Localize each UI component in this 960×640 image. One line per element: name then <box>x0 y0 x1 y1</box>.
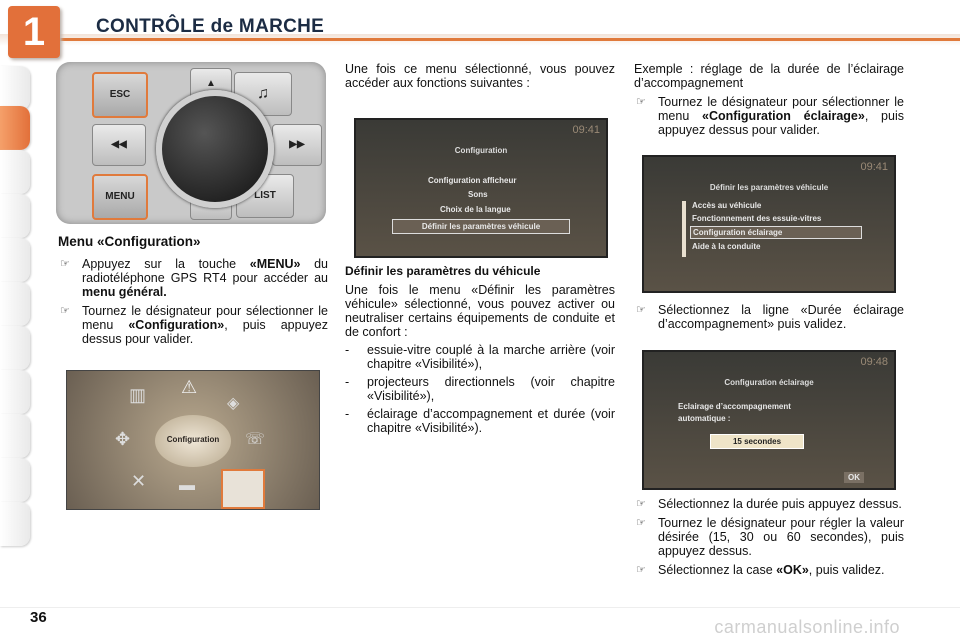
radio-control-panel-image <box>56 62 326 224</box>
side-tab-2[interactable] <box>0 150 30 194</box>
tools-icon: ✕ <box>131 471 147 491</box>
dash-item-3-text: éclairage d’accompagnement et durée (voir chapitre «Visibilité»). <box>367 407 615 435</box>
screen1-item-4-selected: Définir les paramètres véhicule <box>392 219 570 234</box>
c3-bullet-3 <box>634 497 904 511</box>
side-tab-5[interactable] <box>0 282 30 326</box>
c3-b1-bold: «Configuration éclairage» <box>702 109 865 123</box>
side-tab-0[interactable] <box>0 66 30 110</box>
previous-icon: ◀◀ <box>92 124 146 166</box>
configuration-screen-image <box>354 118 608 258</box>
menu-button: MENU <box>92 174 148 220</box>
pointing-hand-icon: ☞ <box>60 258 70 270</box>
screen2-item-3-selected: Configuration éclairage <box>690 226 862 239</box>
screen1-item-1: Configuration afficheur <box>428 176 517 185</box>
configuration-menu-image <box>66 370 320 510</box>
car-icon: ◈ <box>227 395 240 412</box>
c3-b3-text: Sélectionnez la durée puis appuyez dessus. <box>658 497 902 511</box>
c3-b4-text: Tournez le désignateur pour régler la valeur désirée (15, 30 ou 60 secondes), puis appuyez dessus. <box>658 516 904 558</box>
menu-configuration-heading: Menu «Configuration» <box>58 234 201 249</box>
music-icon: ♫ <box>234 72 292 116</box>
side-tab-6[interactable] <box>0 326 30 370</box>
compass-icon: ✥ <box>115 429 131 449</box>
c3-b2-text: Sélectionnez la ligne «Durée éclairage d’accompagnement» puis validez. <box>658 303 904 331</box>
dash-item-1: - essuie-vitre couplé à la marche arrière (voir chapitre «Visibilité»), <box>345 343 615 371</box>
b2-bold-config: «Configuration» <box>128 318 225 332</box>
screen2-item-2: Fonctionnement des essuie-vitres <box>692 214 822 223</box>
column-1 <box>58 234 328 346</box>
screen3-label-2: automatique : <box>678 414 731 423</box>
up-arrow-icon: ▲ <box>190 68 232 100</box>
c3-b1-text: Tournez le désignateur pour sélectionner le menu <box>658 95 904 123</box>
define-params-heading: Définir les paramètres du véhicule <box>345 264 541 278</box>
header-rule <box>60 38 960 41</box>
lighting-config-screen-image <box>642 350 896 490</box>
pointing-hand-icon: ☞ <box>636 304 646 316</box>
settings-icon <box>221 469 265 509</box>
pointing-hand-icon: ☞ <box>636 96 646 108</box>
c3-b1-post: , puis appuyez dessus pour valider. <box>658 109 904 137</box>
ok-box: OK <box>844 472 864 483</box>
dash-item-2: - projecteurs directionnels (voir chapitre «Visibilité»), <box>345 375 615 403</box>
dash-item-2-text: projecteurs directionnels (voir chapitre «Visibilité»), <box>367 375 615 403</box>
side-tab-active[interactable] <box>0 106 30 150</box>
dash-item-1-text: essuie-vitre couplé à la marche arrière (voir chapitre «Visibilité»), <box>367 343 615 371</box>
next-icon: ▶▶ <box>272 124 322 166</box>
c3-b5-text: Sélectionnez la case <box>658 563 777 577</box>
side-tab-4[interactable] <box>0 238 30 282</box>
pointing-hand-icon: ☞ <box>636 564 646 576</box>
pointing-hand-icon: ☞ <box>60 305 70 317</box>
column-2-body <box>345 264 615 435</box>
column-3-bottom <box>634 492 904 577</box>
b2-text-post: , puis appuyez dessus pour valider. <box>82 318 328 346</box>
c3-b5-post: , puis validez. <box>808 563 885 577</box>
example-intro: Exemple : réglage de la durée de l’éclairage d’accompagnement <box>634 62 904 90</box>
column-3-top <box>634 62 904 137</box>
esc-button: ESC <box>92 72 148 118</box>
b2-text: Tournez le désignateur pour sélectionner le menu <box>82 304 328 332</box>
screen2-title: Définir les paramètres véhicule <box>709 183 829 192</box>
pointing-hand-icon: ☞ <box>636 517 646 529</box>
map-icon: ▥ <box>129 385 147 405</box>
column-3-mid <box>634 298 904 331</box>
c3-bullet-1 <box>634 95 904 137</box>
c3-bullet-5 <box>634 563 904 577</box>
screen3-time: 09:48 <box>860 356 888 368</box>
side-tab-3[interactable] <box>0 194 30 238</box>
define-params-paragraph: Une fois le menu «Définir les paramètres véhicule» sélectionné, vous pouvez activer ou neutraliser certains équipements de conduite et de confort : <box>345 283 615 339</box>
screen2-time: 09:41 <box>860 161 888 173</box>
screen2-item-4: Aide à la conduite <box>692 242 761 251</box>
page-number: 36 <box>30 609 47 626</box>
vehicle-params-screen-image <box>642 155 896 293</box>
side-tab-8[interactable] <box>0 414 30 458</box>
rotary-knob <box>156 90 274 208</box>
b1-bold-menu: «MENU» <box>249 257 301 271</box>
dash-item-3: - éclairage d’accompagnement et durée (voir chapitre «Visibilité»). <box>345 407 615 435</box>
side-tab-10[interactable] <box>0 502 30 546</box>
bullet-2 <box>58 304 328 346</box>
c3-bullet-4 <box>634 516 904 558</box>
b1-bold-general: menu général. <box>82 285 167 299</box>
watermark: carmanualsonline.info <box>714 617 900 637</box>
keyboard-icon: ▬ <box>179 477 195 494</box>
page-title: CONTRÔLE de MARCHE <box>96 16 325 37</box>
screen1-item-3: Choix de la langue <box>440 205 511 214</box>
b1-text-mid: du radiotéléphone GPS RT4 pour accéder au <box>82 257 328 285</box>
chapter-number: 1 <box>22 10 46 54</box>
screen1-title: Configuration <box>454 146 508 155</box>
menu-image-label: Configuration <box>166 435 220 444</box>
list-button: LIST <box>236 174 294 218</box>
b1-text: Appuyez sur la touche <box>82 257 250 271</box>
bullet-1 <box>58 257 328 299</box>
phone-icon: ☏ <box>245 431 266 448</box>
side-tab-9[interactable] <box>0 458 30 502</box>
c3-b5-bold: «OK» <box>776 563 809 577</box>
screen2-item-1: Accès au véhicule <box>692 201 762 210</box>
chapter-badge <box>8 6 60 58</box>
side-tab-7[interactable] <box>0 370 30 414</box>
column-2-intro: Une fois ce menu sélectionné, vous pouvez accéder aux fonctions suivantes : <box>345 62 615 90</box>
warning-icon: ⚠ <box>181 377 198 397</box>
screen1-item-2: Sons <box>468 190 488 199</box>
screen1-time: 09:41 <box>572 124 600 136</box>
c3-bullet-2 <box>634 303 904 331</box>
footer-rule <box>0 607 960 608</box>
screen3-label-1: Eclairage d’accompagnement <box>678 402 791 411</box>
screen3-title: Configuration éclairage <box>724 378 814 387</box>
pointing-hand-icon: ☞ <box>636 498 646 510</box>
duration-value-box: 15 secondes <box>710 434 804 449</box>
side-tabs <box>0 66 32 576</box>
